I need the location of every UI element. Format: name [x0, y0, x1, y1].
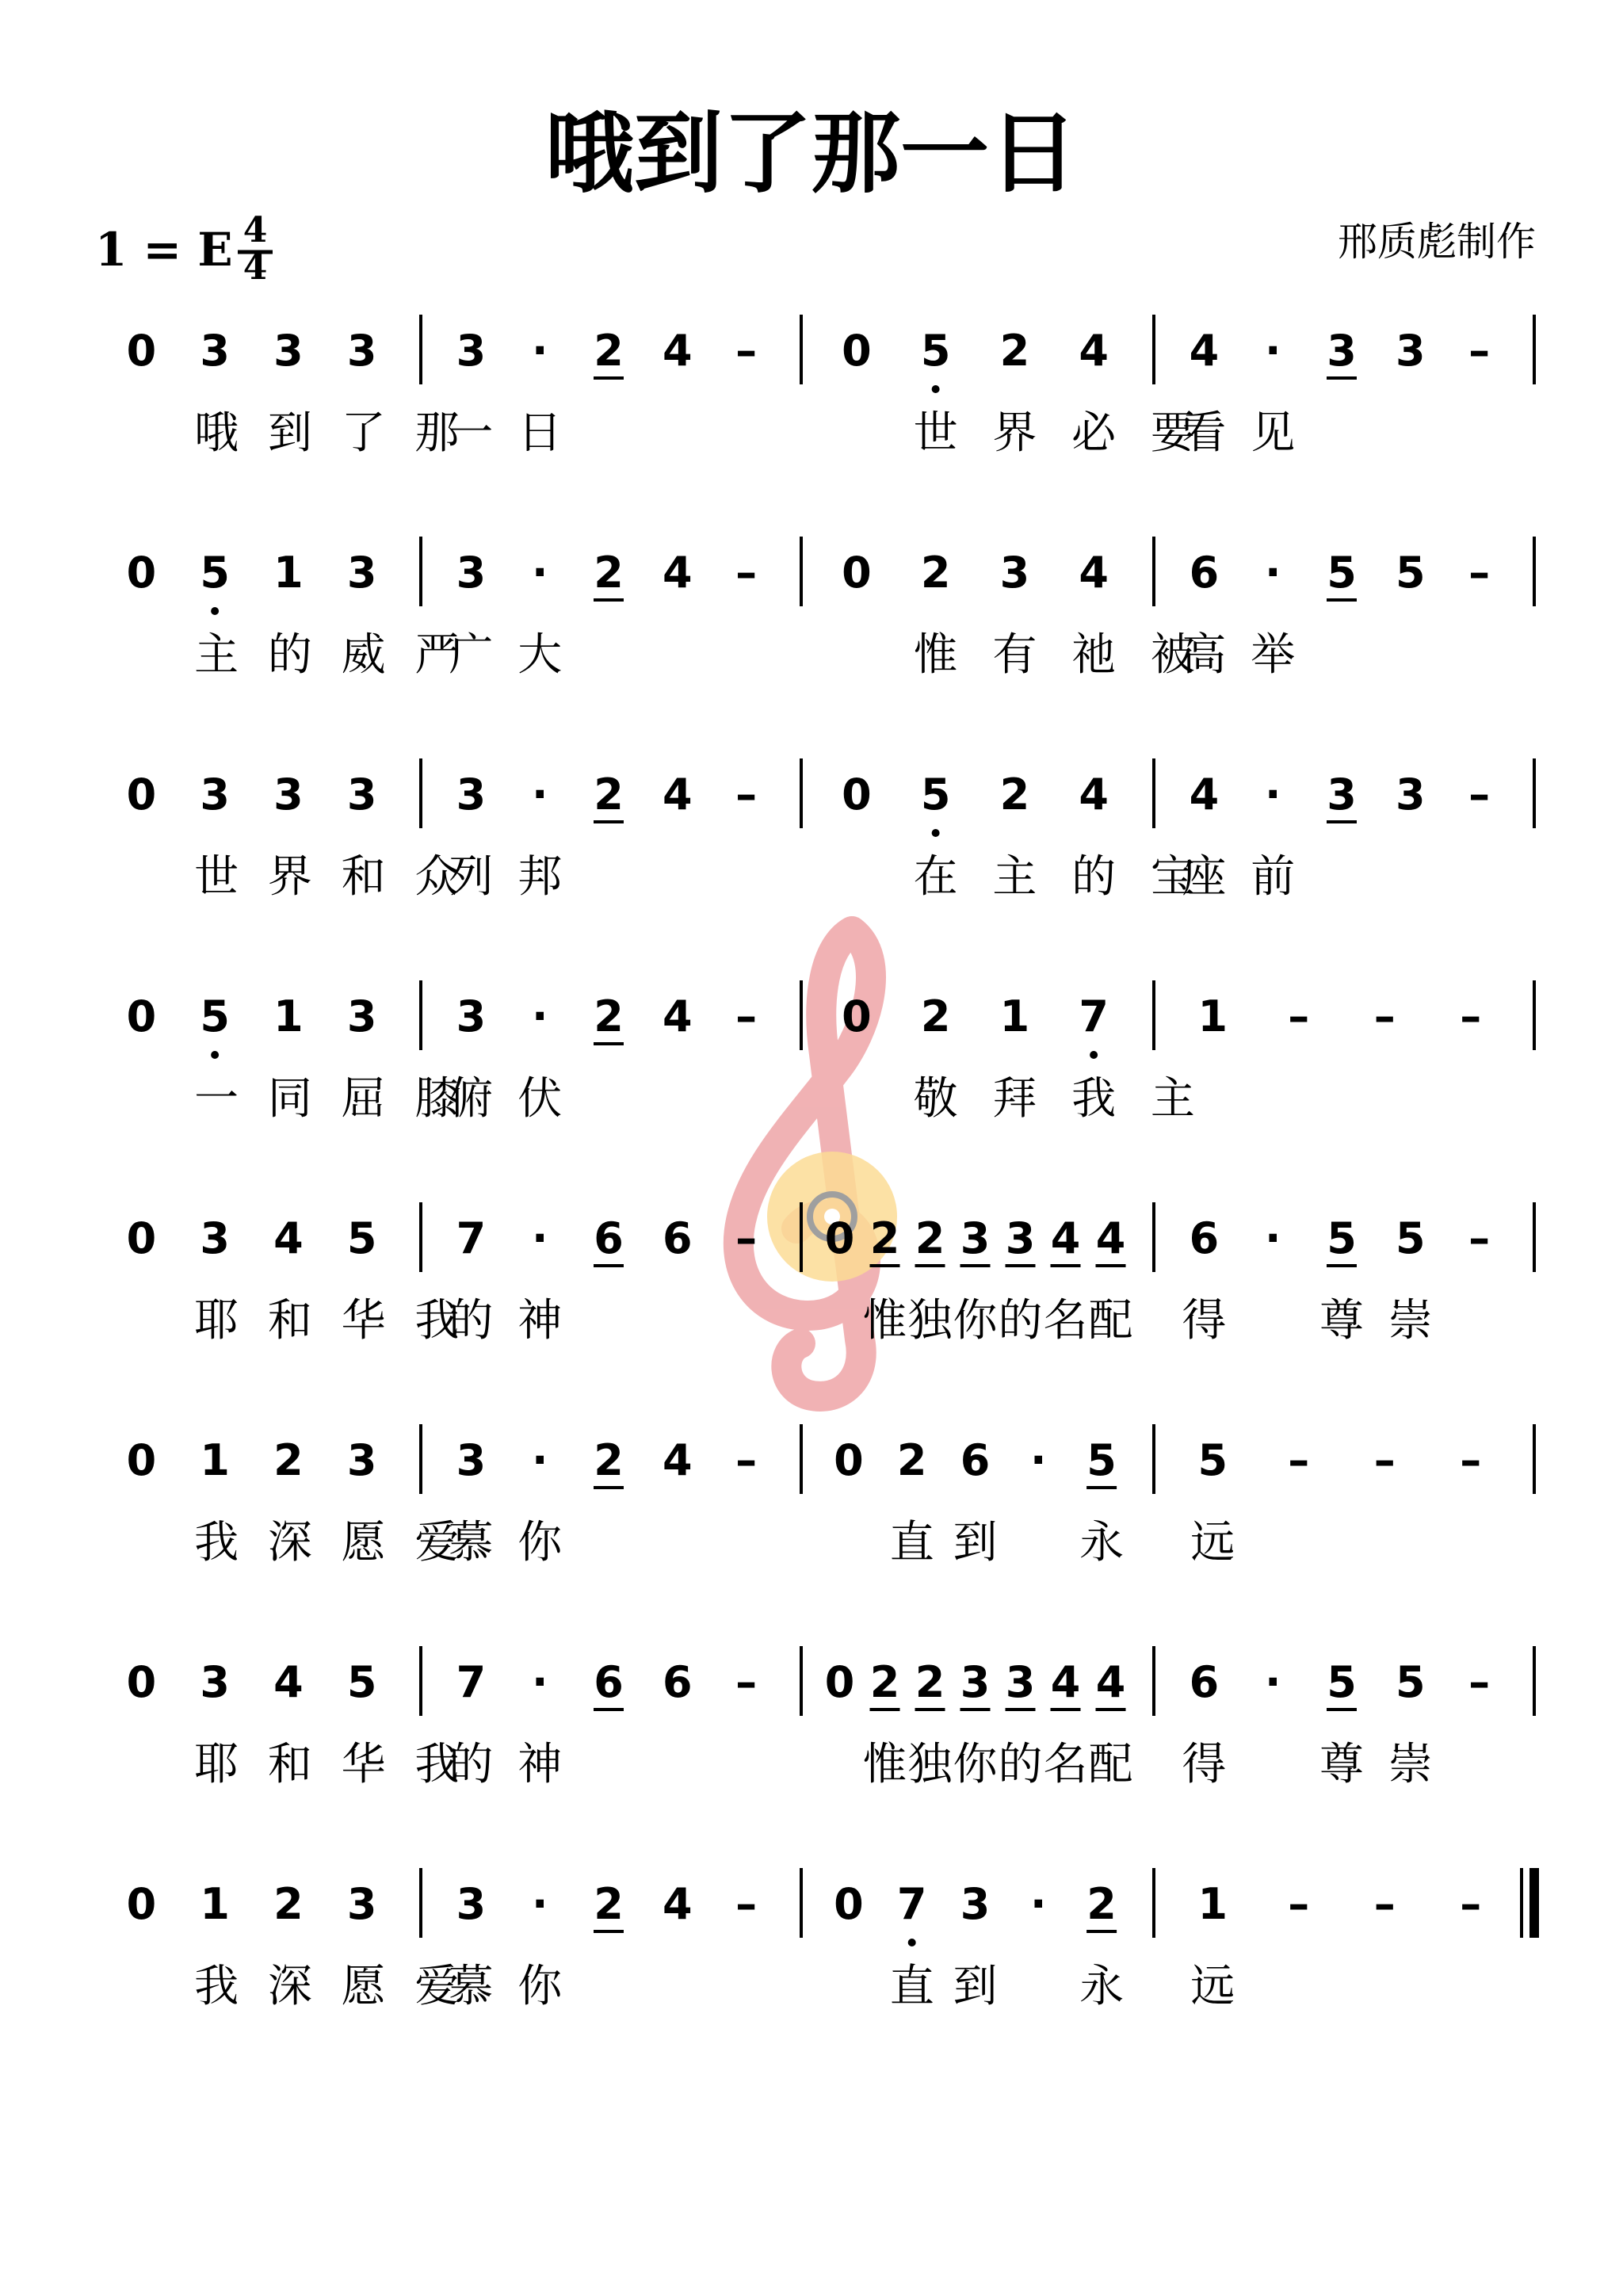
dash: – — [1373, 1435, 1396, 1485]
note: 4 — [1189, 770, 1220, 819]
lyric: 大 — [517, 629, 563, 681]
lyric: 到 — [953, 1517, 998, 1568]
note: 4 — [663, 326, 693, 376]
note: 4 — [1189, 326, 1220, 376]
note: 2 — [920, 548, 951, 598]
note: 2 — [999, 770, 1030, 819]
lyric: 我 — [414, 1739, 460, 1790]
lyric: 主 — [1150, 1073, 1195, 1125]
lyric: 举 — [1251, 629, 1296, 681]
dot: · — [531, 1213, 548, 1263]
note: 6 — [960, 1435, 991, 1485]
lyric: 神 — [517, 1295, 563, 1347]
note: 0 — [842, 770, 872, 819]
note: 3 — [346, 770, 377, 819]
note: 7 — [896, 1879, 927, 1929]
note: 0 — [842, 326, 872, 376]
note: 2 — [869, 1657, 900, 1707]
note: 2 — [915, 1657, 945, 1707]
lyric: 我 — [414, 1295, 460, 1347]
lyric: 直 — [889, 1517, 934, 1568]
lyric: 远 — [1190, 1517, 1235, 1568]
time-signature-bottom: 4 — [242, 247, 268, 288]
note: 4 — [1079, 548, 1109, 598]
note: 0 — [126, 548, 157, 598]
lyric: 耶 — [194, 1295, 239, 1347]
lyric: 你 — [953, 1295, 998, 1347]
lyric: 你 — [517, 1517, 563, 1568]
note: 5 — [920, 326, 951, 376]
note: 3 — [1327, 770, 1357, 819]
note: 3 — [1005, 1213, 1036, 1263]
note: 6 — [663, 1657, 693, 1707]
note: 1 — [1197, 1879, 1228, 1929]
note: 5 — [1197, 1435, 1228, 1485]
dash: – — [1373, 991, 1396, 1041]
song-title: 哦到了那一日 — [545, 101, 1078, 205]
lyric: 名 — [1043, 1295, 1088, 1347]
lyric: 界 — [992, 407, 1037, 459]
note: 2 — [869, 1213, 900, 1263]
dash: – — [1288, 991, 1310, 1041]
note: 5 — [346, 1213, 377, 1263]
lyric: 慕 — [449, 1961, 494, 2012]
note: 3 — [346, 1435, 377, 1485]
lower-octave-dot — [211, 607, 219, 615]
lyric: 慕 — [449, 1517, 494, 1568]
note: 0 — [126, 770, 157, 819]
lyric: 众 — [414, 851, 460, 903]
lyric: 广 — [449, 629, 494, 681]
note: 5 — [1396, 1213, 1426, 1263]
dash: – — [1288, 1879, 1310, 1929]
dash: – — [1468, 1213, 1491, 1263]
dash: – — [1460, 1879, 1482, 1929]
dash: – — [735, 1435, 758, 1485]
lyric: 敬 — [913, 1073, 958, 1125]
lyric: 同 — [267, 1073, 312, 1125]
dash: – — [735, 991, 758, 1041]
note: 2 — [999, 326, 1030, 376]
dot: · — [531, 1879, 548, 1929]
dash: – — [1468, 770, 1491, 819]
note: 4 — [1079, 326, 1109, 376]
lyric: 配 — [1088, 1739, 1133, 1790]
note: 3 — [456, 1879, 487, 1929]
note: 2 — [594, 1879, 624, 1929]
note: 3 — [273, 770, 304, 819]
note: 6 — [594, 1213, 624, 1263]
lyric: 的 — [449, 1295, 494, 1347]
note: 0 — [126, 1657, 157, 1707]
note: 2 — [915, 1213, 945, 1263]
dot: · — [1264, 1657, 1281, 1707]
note: 0 — [126, 1213, 157, 1263]
lower-octave-dot — [932, 829, 940, 837]
dash: – — [1468, 1657, 1491, 1707]
lyric: 愿 — [341, 1961, 386, 2012]
note: 7 — [1079, 991, 1109, 1041]
lyric: 一 — [449, 407, 494, 459]
note: 3 — [1396, 326, 1426, 376]
note: 3 — [273, 326, 304, 376]
note: 2 — [594, 991, 624, 1041]
note: 3 — [200, 1657, 230, 1707]
lyric: 见 — [1251, 407, 1296, 459]
dot: · — [531, 1435, 548, 1485]
lyric: 和 — [341, 851, 386, 903]
note: 6 — [1189, 1213, 1220, 1263]
lyric: 惟 — [862, 1739, 907, 1790]
time-signature-top: 4 — [242, 210, 268, 250]
note: 4 — [663, 770, 693, 819]
note: 4 — [663, 548, 693, 598]
note: 2 — [1086, 1879, 1117, 1929]
note: 2 — [594, 548, 624, 598]
lyric: 你 — [517, 1961, 563, 2012]
note: 5 — [1327, 548, 1357, 598]
lyric: 哦 — [194, 407, 239, 459]
lower-octave-dot — [932, 385, 940, 393]
note: 2 — [594, 326, 624, 376]
lyric: 拜 — [992, 1073, 1037, 1125]
lyric: 威 — [341, 629, 386, 681]
dot: · — [531, 1657, 548, 1707]
note: 3 — [346, 1879, 377, 1929]
lyric: 惟 — [913, 629, 958, 681]
note: 3 — [1327, 326, 1357, 376]
note: 4 — [1050, 1213, 1081, 1263]
lyric: 的 — [449, 1739, 494, 1790]
note: 4 — [663, 1879, 693, 1929]
dash: – — [735, 326, 758, 376]
dash: – — [1288, 1435, 1310, 1485]
note: 5 — [346, 1657, 377, 1707]
note: 5 — [1396, 548, 1426, 598]
note: 1 — [200, 1879, 230, 1929]
lyric: 深 — [267, 1517, 312, 1568]
note: 1 — [200, 1435, 230, 1485]
lyric: 尊 — [1319, 1739, 1364, 1790]
note: 7 — [456, 1657, 487, 1707]
lyric: 配 — [1088, 1295, 1133, 1347]
note: 5 — [200, 991, 230, 1041]
lyric: 我 — [194, 1961, 239, 2012]
note: 0 — [824, 1657, 855, 1707]
lyric: 远 — [1190, 1961, 1235, 2012]
note: 1 — [1197, 991, 1228, 1041]
note: 4 — [1079, 770, 1109, 819]
note: 0 — [126, 1879, 157, 1929]
note: 3 — [456, 991, 487, 1041]
note: 3 — [999, 548, 1030, 598]
note: 3 — [200, 770, 230, 819]
lyric: 独 — [907, 1295, 953, 1347]
note: 3 — [200, 1213, 230, 1263]
dash: – — [1460, 991, 1482, 1041]
dot: · — [531, 326, 548, 376]
lyric: 永 — [1079, 1517, 1125, 1568]
lyric: 俯 — [449, 1073, 494, 1125]
lyric: 的 — [267, 629, 312, 681]
lyric: 主 — [194, 629, 239, 681]
lyric: 华 — [341, 1295, 386, 1347]
lyric: 到 — [267, 407, 312, 459]
lyric: 看 — [1182, 407, 1227, 459]
lyric: 了 — [341, 407, 386, 459]
lyric: 崇 — [1388, 1739, 1433, 1790]
note: 0 — [842, 548, 872, 598]
note: 0 — [834, 1879, 864, 1929]
note: 2 — [896, 1435, 927, 1485]
lyric: 得 — [1182, 1739, 1227, 1790]
note: 4 — [273, 1213, 304, 1263]
note: 1 — [273, 991, 304, 1041]
dash: – — [735, 1213, 758, 1263]
note: 5 — [1086, 1435, 1117, 1485]
lyric: 必 — [1071, 407, 1117, 459]
note: 3 — [456, 770, 487, 819]
lyric: 座 — [1182, 851, 1227, 903]
lyric: 在 — [913, 851, 958, 903]
note: 3 — [346, 326, 377, 376]
lyric: 的 — [998, 1739, 1043, 1790]
dot: · — [531, 991, 548, 1041]
dash: – — [1468, 326, 1491, 376]
note: 3 — [456, 1435, 487, 1485]
note: 6 — [1189, 1657, 1220, 1707]
note: 3 — [1005, 1657, 1036, 1707]
note: 4 — [663, 991, 693, 1041]
note: 3 — [960, 1213, 991, 1263]
note: 3 — [346, 548, 377, 598]
note: 3 — [960, 1657, 991, 1707]
lyric: 和 — [267, 1295, 312, 1347]
key-label: 1 = E — [95, 223, 233, 277]
lyric: 爱 — [414, 1517, 460, 1568]
lyric: 和 — [267, 1739, 312, 1790]
note: 0 — [126, 1435, 157, 1485]
key-signature — [95, 210, 273, 288]
dot: · — [531, 548, 548, 598]
lyric: 宝 — [1150, 851, 1195, 903]
note: 0 — [126, 991, 157, 1041]
lyric: 神 — [517, 1739, 563, 1790]
lyric: 你 — [953, 1739, 998, 1790]
lyric: 被 — [1150, 629, 1195, 681]
lyric: 一 — [194, 1073, 239, 1125]
dot: · — [1264, 548, 1281, 598]
note: 1 — [999, 991, 1030, 1041]
dot: · — [531, 770, 548, 819]
note: 3 — [456, 326, 487, 376]
lyric: 的 — [1071, 851, 1117, 903]
note: 2 — [273, 1435, 304, 1485]
dash: – — [735, 770, 758, 819]
note: 6 — [663, 1213, 693, 1263]
lyric: 爱 — [414, 1961, 460, 2012]
lyric: 要 — [1150, 407, 1195, 459]
lyric: 屈 — [341, 1073, 386, 1125]
lyric: 愿 — [341, 1517, 386, 1568]
note: 0 — [834, 1435, 864, 1485]
note: 5 — [1327, 1213, 1357, 1263]
lyric: 世 — [913, 407, 958, 459]
lyric: 有 — [992, 629, 1037, 681]
note: 5 — [1396, 1657, 1426, 1707]
lyric: 邦 — [517, 851, 563, 903]
lower-octave-dot — [211, 1051, 219, 1059]
lyric: 得 — [1182, 1295, 1227, 1347]
dash: – — [735, 1879, 758, 1929]
note: 2 — [920, 991, 951, 1041]
lyric: 世 — [194, 851, 239, 903]
dot: · — [1030, 1879, 1047, 1929]
lower-octave-dot — [1090, 1051, 1098, 1059]
note: 4 — [1095, 1657, 1126, 1707]
lyric: 高 — [1182, 629, 1227, 681]
note: 4 — [1095, 1213, 1126, 1263]
note: 3 — [960, 1879, 991, 1929]
note: 2 — [273, 1879, 304, 1929]
lyric: 我 — [194, 1517, 239, 1568]
lyric: 惟 — [862, 1295, 907, 1347]
note: 3 — [456, 548, 487, 598]
lyric: 独 — [907, 1739, 953, 1790]
note: 6 — [1189, 548, 1220, 598]
dot: · — [1264, 770, 1281, 819]
lyric: 崇 — [1388, 1295, 1433, 1347]
lyric: 日 — [517, 407, 563, 459]
dot: · — [1264, 326, 1281, 376]
dot: · — [1030, 1435, 1047, 1485]
note: 4 — [1050, 1657, 1081, 1707]
note: 1 — [273, 548, 304, 598]
note: 0 — [126, 326, 157, 376]
lyric: 祂 — [1071, 629, 1117, 681]
lyric: 膝 — [414, 1073, 460, 1125]
dash: – — [1460, 1435, 1482, 1485]
note: 6 — [594, 1657, 624, 1707]
note: 0 — [842, 991, 872, 1041]
note: 5 — [1327, 1657, 1357, 1707]
lower-octave-dot — [908, 1939, 916, 1946]
lyric: 列 — [449, 851, 494, 903]
lyric: 前 — [1251, 851, 1296, 903]
lyric: 尊 — [1319, 1295, 1364, 1347]
lyric: 那 — [414, 407, 460, 459]
dash: – — [735, 548, 758, 598]
lyric: 深 — [267, 1961, 312, 2012]
dash: – — [1373, 1879, 1396, 1929]
lyric: 华 — [341, 1739, 386, 1790]
lyric: 到 — [953, 1961, 998, 2012]
credit-text: 邢质彪制作 — [1338, 219, 1536, 265]
lyric: 永 — [1079, 1961, 1125, 2012]
lyric: 伏 — [517, 1073, 563, 1125]
lyric: 直 — [889, 1961, 934, 2012]
note: 3 — [1396, 770, 1426, 819]
dash: – — [735, 1657, 758, 1707]
note: 0 — [824, 1213, 855, 1263]
lyric: 名 — [1043, 1739, 1088, 1790]
dash: – — [1468, 548, 1491, 598]
dot: · — [1264, 1213, 1281, 1263]
note: 3 — [346, 991, 377, 1041]
lyric: 的 — [998, 1295, 1043, 1347]
lyric: 界 — [267, 851, 312, 903]
lyric: 严 — [414, 629, 460, 681]
note: 7 — [456, 1213, 487, 1263]
note: 5 — [200, 548, 230, 598]
note: 5 — [920, 770, 951, 819]
note: 2 — [594, 1435, 624, 1485]
note: 2 — [594, 770, 624, 819]
note: 4 — [273, 1657, 304, 1707]
lyric: 耶 — [194, 1739, 239, 1790]
note: 4 — [663, 1435, 693, 1485]
lyric: 主 — [992, 851, 1037, 903]
note: 3 — [200, 326, 230, 376]
lyric: 我 — [1071, 1073, 1117, 1125]
